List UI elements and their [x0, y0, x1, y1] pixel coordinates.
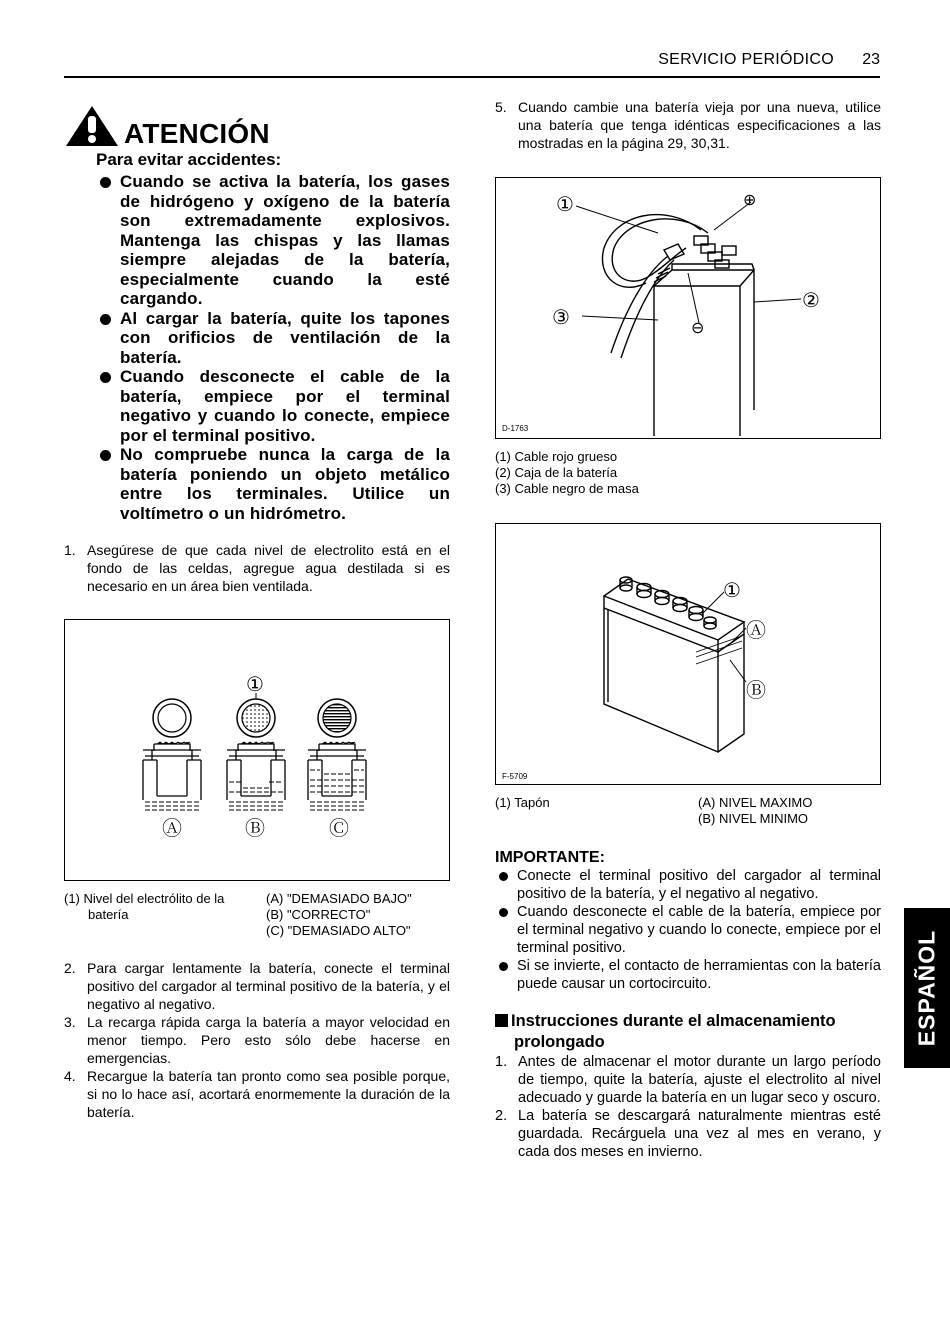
caption-right [698, 795, 812, 827]
step-item [64, 959, 450, 1013]
caption-line: (B) NIVEL MINIMO [698, 811, 809, 826]
section-square-icon [495, 1014, 508, 1027]
step-item [64, 1067, 450, 1121]
step-item [495, 98, 881, 152]
caption-line: batería [88, 907, 129, 922]
important-list [495, 867, 881, 993]
step-text: La recarga rápida carga la batería a mayor velocidad en menor tiempo. Pero esto sólo debe hacerse en emergencias. [87, 1014, 450, 1066]
caption-line: (C) "DEMASIADO ALTO" [266, 923, 411, 938]
callout-3: ③ [552, 307, 570, 329]
electrolyte-level-figure [64, 619, 450, 881]
step-item [64, 1013, 450, 1067]
warning-item: Al cargar la batería, quite los tapones con orificios de ventilación de la batería. [98, 309, 450, 368]
caption-line: (1) Cable rojo grueso [495, 449, 618, 464]
step-text: La batería se descargará naturalmente mientras esté guardada. Recárguela una vez al mes en verano, y cada dos meses en invierno. [518, 1108, 881, 1160]
steps-list-1 [64, 541, 450, 595]
battery-caps-illustration [496, 524, 880, 784]
caps-caption [495, 795, 881, 827]
step-item [495, 1053, 881, 1107]
callout-b: Ⓑ [746, 680, 766, 702]
callout-a: Ⓐ [162, 818, 182, 840]
section-title: SERVICIO PERIÓDICO [658, 51, 834, 68]
callout-c: Ⓒ [329, 818, 349, 840]
caption-left [64, 891, 266, 939]
step-text: Para cargar lentamente la batería, conecte el terminal positivo del cargador al terminal positivo de la batería, y el negativo al negativo. [87, 960, 450, 1012]
step-number: 4. [64, 1068, 76, 1084]
step-number: 3. [64, 1014, 76, 1030]
caption-line: (1) Nivel del electrólito de la [64, 891, 225, 906]
step-text: Antes de almacenar el motor durante un largo período de tiempo, quite la batería, ajuste el electrolito al nivel adecuado y guarde la batería en un lugar seco y oscuro. [518, 1054, 881, 1106]
minus-icon: ⊖ [691, 320, 705, 337]
callout-2: ② [802, 290, 820, 312]
storage-steps [495, 1053, 881, 1161]
steps-list-3 [495, 98, 881, 152]
electrolyte-levels-illustration [65, 620, 449, 880]
step-text: Asegúrese de que cada nivel de electrolito está en el fondo de las celdas, agregue agua destilada si es necesario en un área bien ventilada. [87, 542, 450, 594]
important-item: Si se invierte, el contacto de herramientas con la batería puede causar un cortocircuito. [495, 957, 881, 993]
levels-caption [64, 891, 450, 939]
caption-line: (A) "DEMASIADO BAJO" [266, 891, 412, 906]
page-header [64, 48, 880, 78]
caption-right [266, 891, 412, 939]
steps-list-2 [64, 959, 450, 1121]
warning-subtitle: Para evitar accidentes: [96, 150, 282, 169]
warning-item: Cuando se activa la batería, los gases de hidrógeno y oxígeno de la batería son extremadamente explosivos. Mantenga las chispas y las llamas siempre alejadas de la batería, especialmente cuando la esté cargando. [98, 172, 450, 309]
warning-item: Cuando desconecte el cable de la batería, empiece por el terminal negativo y cuando lo conecte, empiece por el terminal positivo. [98, 367, 450, 445]
warning-list [98, 172, 450, 523]
important-item: Cuando desconecte el cable de la batería, empiece por el terminal negativo y cuando lo conecte, empiece por el terminal positivo. [495, 903, 881, 957]
step-item [495, 1107, 881, 1161]
caption-line: (3) Cable negro de masa [495, 481, 639, 496]
plus-icon: ⊕ [743, 192, 757, 209]
callout-b: Ⓑ [245, 818, 265, 840]
step-text: Recargue la batería tan pronto como sea posible porque, si no lo hace así, acortará enormemente la duración de la batería. [87, 1068, 450, 1120]
figure-code: F-5709 [502, 772, 528, 781]
storage-title [495, 1011, 881, 1032]
step-number: 2. [64, 960, 76, 976]
storage-title-cont: prolongado [514, 1033, 605, 1051]
step-item [64, 541, 450, 595]
step-text: Cuando cambie una batería vieja por una nueva, utilice una batería que tenga idénticas especificaciones a las mostradas en la página 29, 30,31. [518, 99, 881, 151]
step-number: 1. [495, 1054, 508, 1070]
callout-a: Ⓐ [746, 620, 766, 642]
battery-caps-figure [495, 523, 881, 785]
warning-item: No compruebe nunca la carga de la batería poniendo un objeto metálico entre los terminales. Utilice un voltímetro o un hidrómetro. [98, 445, 450, 523]
caption-line: (A) NIVEL MAXIMO [698, 795, 813, 810]
warning-title: ATENCIÓN [124, 118, 270, 149]
step-number: 1. [64, 542, 76, 558]
important-title: IMPORTANTE: [495, 849, 605, 866]
callout-1: ① [723, 580, 741, 602]
left-column [64, 100, 450, 1121]
language-tab [904, 908, 950, 1068]
caption-line: (1) Tapón [495, 795, 550, 810]
storage-title-line: Instrucciones durante el almacenamiento [511, 1012, 836, 1030]
callout-1: ① [556, 194, 574, 216]
step-number: 2. [495, 1108, 508, 1124]
battery-caption [495, 449, 881, 497]
warning-triangle-icon [64, 104, 120, 148]
warning-heading [64, 100, 450, 152]
right-column [495, 98, 881, 1161]
language-tab-label: ESPAÑOL [913, 929, 940, 1047]
figure-code: D-1763 [502, 424, 529, 433]
page-number: 23 [862, 51, 880, 68]
caption-line: (B) "CORRECTO" [266, 907, 371, 922]
callout-1: ① [246, 674, 264, 696]
step-number: 5. [495, 99, 507, 115]
battery-cables-figure [495, 177, 881, 439]
important-item: Conecte el terminal positivo del cargador al terminal positivo de la batería, y el negativo al negativo. [495, 867, 881, 903]
caption-line: (2) Caja de la batería [495, 465, 618, 480]
